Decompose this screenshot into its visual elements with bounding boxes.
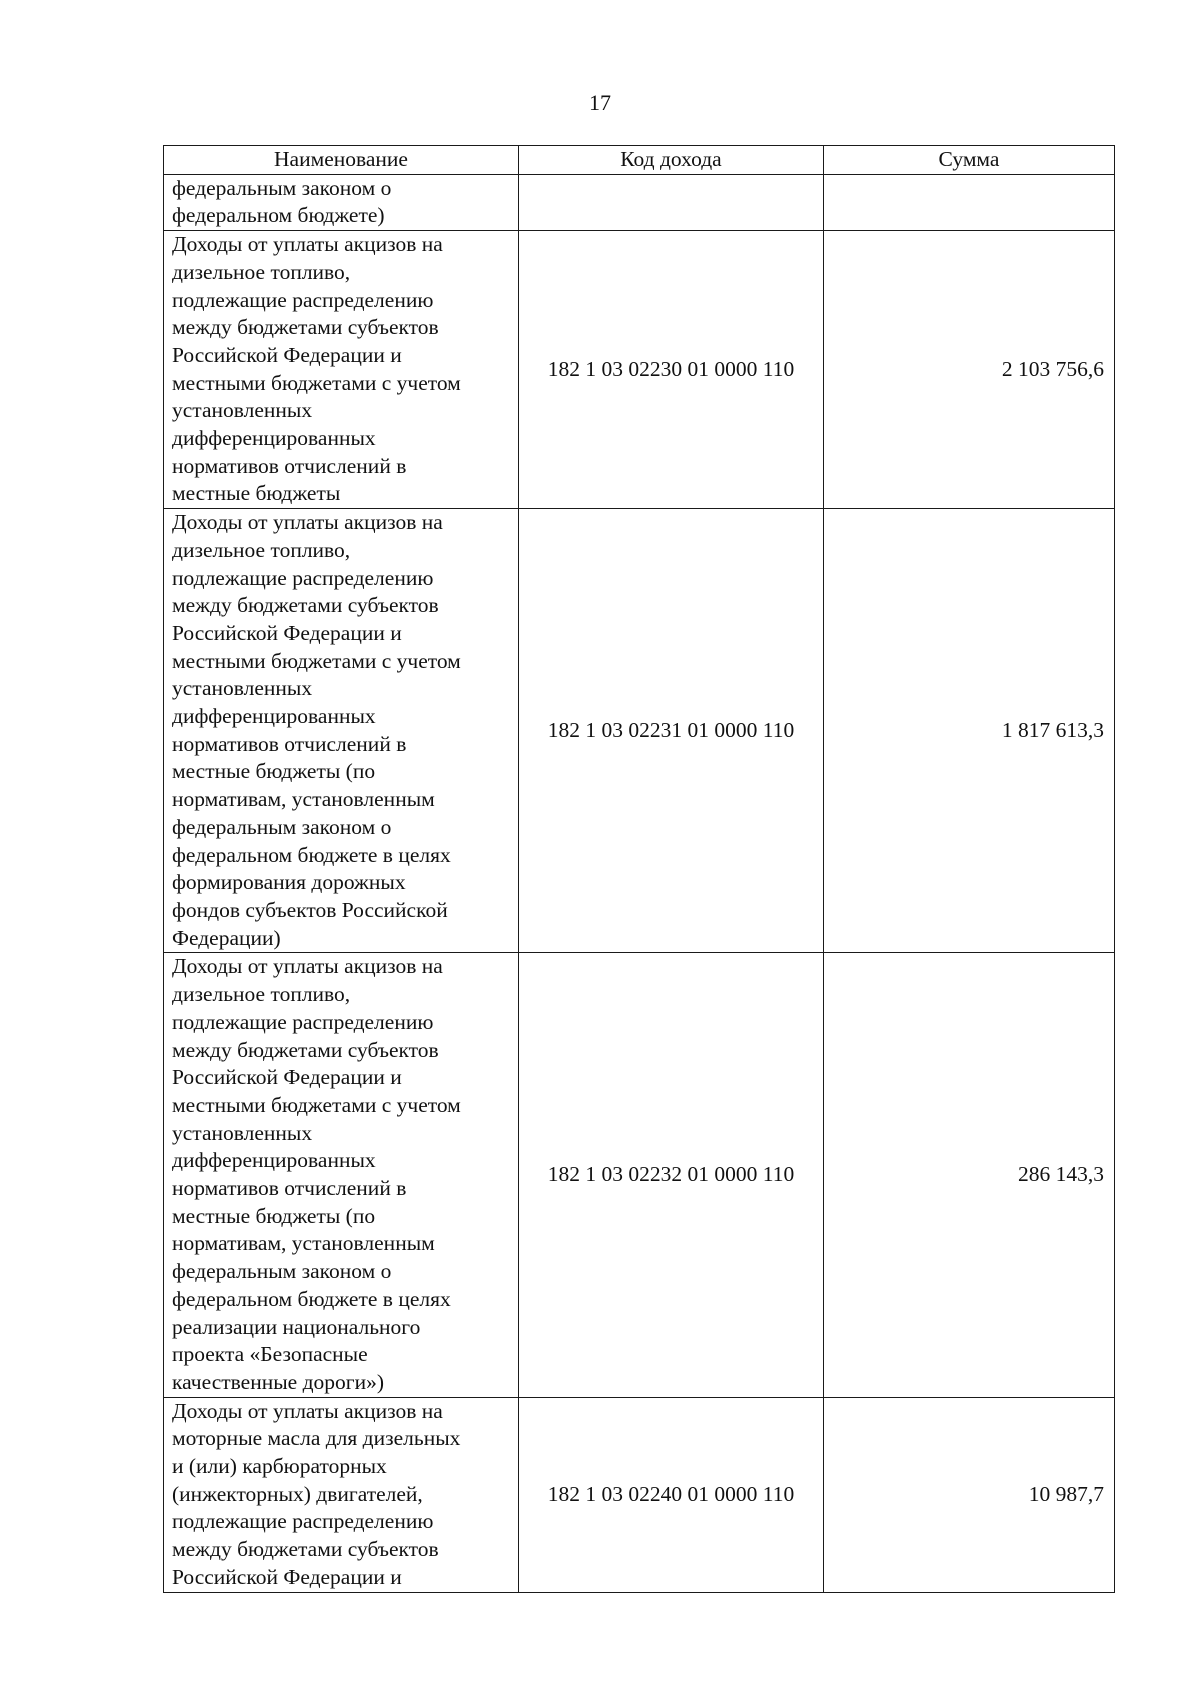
table-header-row bbox=[164, 146, 1115, 175]
revenue-name-line: местными бюджетами с учетом bbox=[172, 1092, 461, 1117]
revenue-name-line: местные бюджеты bbox=[172, 481, 341, 506]
revenue-name-line: Федерации) bbox=[172, 925, 281, 950]
revenue-sum-cell bbox=[824, 174, 1115, 230]
revenue-name-line: дифференцированных bbox=[172, 1148, 376, 1173]
revenue-name-line: дизельное топливо, bbox=[172, 259, 351, 284]
revenue-name-line: между бюджетами субъектов bbox=[172, 1037, 439, 1062]
revenue-name-line: федеральном бюджете в целях bbox=[172, 842, 451, 867]
revenue-name-line: установленных bbox=[172, 676, 313, 701]
revenue-name-line: между бюджетами субъектов bbox=[172, 1537, 439, 1562]
revenue-sum-cell: 10 987,7 bbox=[824, 1397, 1115, 1592]
revenue-name-line: федеральном бюджете в целях bbox=[172, 1286, 451, 1311]
revenue-name-line: подлежащие распределению bbox=[172, 1009, 434, 1034]
page-number: 17 bbox=[589, 90, 611, 115]
revenue-name-line: дизельное топливо, bbox=[172, 982, 351, 1007]
revenue-code-cell: 182 1 03 02240 01 0000 110 bbox=[519, 1397, 824, 1592]
revenue-name-line: федеральным законом о bbox=[172, 814, 392, 839]
revenue-name-line: местные бюджеты (по bbox=[172, 759, 376, 784]
revenue-code-cell bbox=[519, 174, 824, 230]
revenue-name-cell bbox=[164, 174, 519, 230]
revenue-name-line: местными бюджетами с учетом bbox=[172, 370, 461, 395]
revenue-name-line: нормативов отчислений в bbox=[172, 1176, 407, 1201]
revenue-code-cell: 182 1 03 02232 01 0000 110 bbox=[519, 953, 824, 1397]
revenue-name-cell bbox=[164, 231, 519, 509]
revenue-name-line: формирования дорожных bbox=[172, 870, 406, 895]
revenue-name-line: Российской Федерации и bbox=[172, 1564, 402, 1589]
revenue-code-cell: 182 1 03 02230 01 0000 110 bbox=[519, 231, 824, 509]
revenue-name-line: проекта «Безопасные bbox=[172, 1342, 368, 1367]
header-name: Наименование bbox=[164, 146, 519, 175]
revenue-sum-cell: 286 143,3 bbox=[824, 953, 1115, 1397]
revenue-name-line: установленных bbox=[172, 1120, 313, 1145]
revenue-sum-cell: 2 103 756,6 bbox=[824, 231, 1115, 509]
revenue-name-line: установленных bbox=[172, 398, 313, 423]
revenue-code-cell: 182 1 03 02231 01 0000 110 bbox=[519, 509, 824, 953]
revenue-name-cell bbox=[164, 953, 519, 1397]
revenue-name-line: нормативов отчислений в bbox=[172, 453, 407, 478]
revenue-name-line: дифференцированных bbox=[172, 704, 376, 729]
revenue-name-line: местными бюджетами с учетом bbox=[172, 648, 461, 673]
revenue-name-cell bbox=[164, 1397, 519, 1592]
revenue-name-line: Доходы от уплаты акцизов на bbox=[172, 510, 443, 535]
table-row bbox=[164, 953, 1115, 1397]
revenue-name-line: моторные масла для дизельных bbox=[172, 1426, 461, 1451]
revenue-name-line: федеральном бюджете) bbox=[172, 203, 385, 228]
revenue-table bbox=[163, 145, 1115, 1593]
revenue-name-line: подлежащие распределению bbox=[172, 565, 434, 590]
table-row bbox=[164, 231, 1115, 509]
revenue-name-line: федеральным законом о bbox=[172, 175, 392, 200]
revenue-name-line: и (или) карбюраторных bbox=[172, 1454, 387, 1479]
revenue-name-line: нормативам, установленным bbox=[172, 1231, 435, 1256]
table-body bbox=[164, 174, 1115, 1592]
revenue-name-line: подлежащие распределению bbox=[172, 287, 434, 312]
revenue-name-line: подлежащие распределению bbox=[172, 1509, 434, 1534]
table-row bbox=[164, 1397, 1115, 1592]
revenue-name-line: Доходы от уплаты акцизов на bbox=[172, 232, 443, 257]
revenue-name-line: качественные дороги») bbox=[172, 1369, 384, 1394]
revenue-name-line: реализации национального bbox=[172, 1314, 421, 1339]
revenue-name-line: федеральным законом о bbox=[172, 1259, 392, 1284]
header-code: Код дохода bbox=[519, 146, 824, 175]
revenue-name-line: фондов субъектов Российской bbox=[172, 897, 448, 922]
revenue-name-line: Российской Федерации и bbox=[172, 620, 402, 645]
revenue-name-line: Российской Федерации и bbox=[172, 342, 402, 367]
revenue-name-line: Доходы от уплаты акцизов на bbox=[172, 954, 443, 979]
revenue-name-line: между бюджетами субъектов bbox=[172, 593, 439, 618]
table-row bbox=[164, 509, 1115, 953]
header-sum: Сумма bbox=[824, 146, 1115, 175]
revenue-name-cell bbox=[164, 509, 519, 953]
revenue-name-line: Доходы от уплаты акцизов на bbox=[172, 1398, 443, 1423]
table-row bbox=[164, 174, 1115, 230]
revenue-name-line: нормативов отчислений в bbox=[172, 731, 407, 756]
revenue-name-line: между бюджетами субъектов bbox=[172, 315, 439, 340]
revenue-name-line: дизельное топливо, bbox=[172, 537, 351, 562]
revenue-name-line: нормативам, установленным bbox=[172, 787, 435, 812]
revenue-name-line: Российской Федерации и bbox=[172, 1065, 402, 1090]
revenue-name-line: местные бюджеты (по bbox=[172, 1203, 376, 1228]
revenue-name-line: дифференцированных bbox=[172, 426, 376, 451]
revenue-sum-cell: 1 817 613,3 bbox=[824, 509, 1115, 953]
revenue-name-line: (инжекторных) двигателей, bbox=[172, 1481, 423, 1506]
